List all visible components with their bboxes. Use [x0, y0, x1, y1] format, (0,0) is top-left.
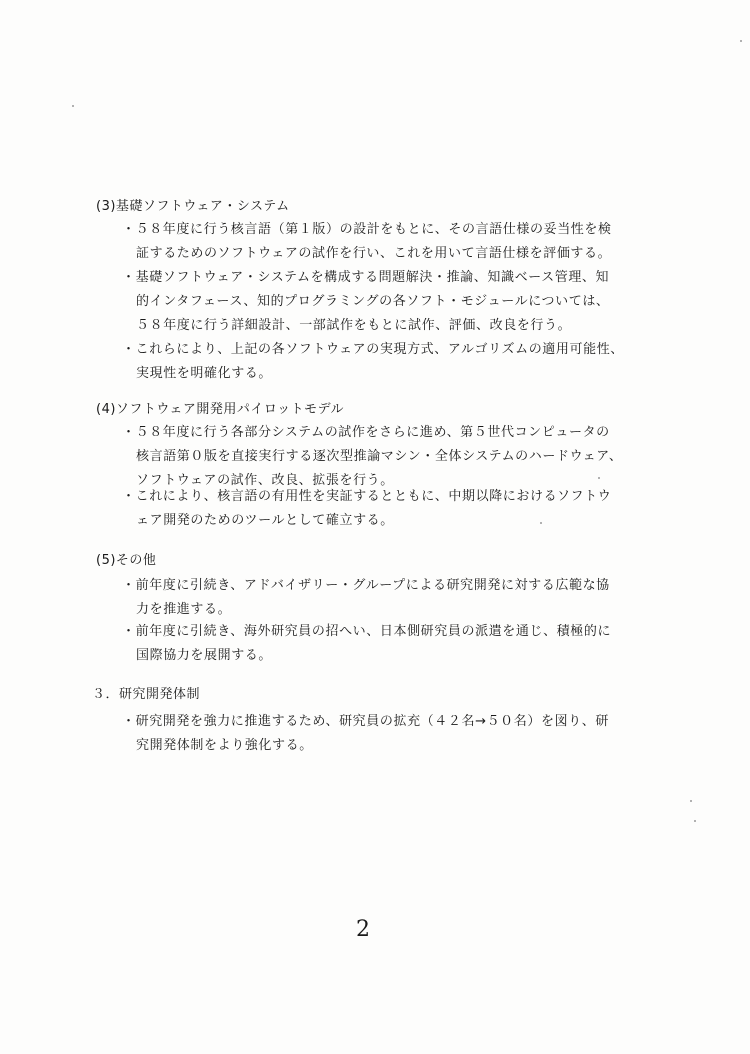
scan-speck — [694, 820, 696, 822]
bullet-line: 力を推進する。 — [136, 602, 232, 617]
section-heading-5: (5)その他 — [96, 553, 157, 568]
bullet-line: ５８年度に行う詳細設計、一部試作をもとに試作、評価、改良を行う。 — [136, 318, 572, 333]
section-heading-4: (4)ソフトウェア開発用パイロットモデル — [96, 402, 344, 417]
bullet-line: 国際協力を展開する。 — [136, 648, 273, 663]
bullet-line: ・基礎ソフトウェア・システムを構成する問題解決・推論、知識ベース管理、知 — [122, 270, 610, 285]
bullet-line: ・これにより、核言語の有用性を実証するとともに、中期以降におけるソフトウ — [122, 489, 612, 504]
scan-speck — [740, 40, 742, 42]
bullet-6-1 — [122, 710, 609, 758]
bullet-line: ソフトウェアの試作、改良、拡張を行う。 — [136, 473, 394, 488]
bullet-line: ・これらにより、上記の各ソフトウェアの実現方式、アルゴリズムの適用可能性、 — [122, 342, 624, 357]
bullet-line: 究開発体制をより強化する。 — [136, 738, 313, 753]
bullet-3-1 — [122, 218, 612, 266]
bullet-line: 証するためのソフトウェアの試作を行い、これを用いて言語仕様を評価する。 — [136, 246, 612, 261]
scan-speck — [598, 477, 600, 479]
bullet-line: ・前年度に引続き、海外研究員の招へい、日本側研究員の派遣を通じ、積極的に — [122, 624, 612, 639]
section-heading-3: (3)基礎ソフトウェア・システム — [96, 199, 290, 214]
bullet-line: ェア開発のためのツールとして確立する。 — [136, 513, 394, 528]
bullet-5-1 — [122, 574, 610, 622]
scan-speck — [540, 522, 542, 524]
bullet-4-2 — [122, 485, 611, 533]
bullet-line: ・研究開発を強力に推進するため、研究員の拡充（４２名→５０名）を図り、研 — [122, 714, 609, 729]
bullet-line: 実現性を明確化する。 — [136, 366, 273, 381]
bullet-line: 的インタフェース、知的プログラミングの各ソフト・モジュールについては、 — [136, 294, 610, 309]
page-number: 2 — [356, 917, 370, 942]
bullet-line: ・５８年度に行う核言語（第１版）の設計をもとに、その言語仕様の妥当性を検 — [122, 222, 612, 237]
bullet-4-1 — [122, 421, 622, 493]
bullet-5-2 — [122, 620, 611, 668]
bullet-line: ・５８年度に行う各部分システムの試作をさらに進め、第５世代コンピュータの — [122, 425, 610, 440]
bullet-3-2 — [122, 266, 610, 338]
bullet-line: ・前年度に引続き、アドバイザリー・グループによる研究開発に対する広範な協 — [122, 578, 610, 593]
bullet-3-3 — [122, 338, 624, 386]
scan-speck — [690, 800, 692, 802]
scan-speck — [72, 105, 74, 107]
section-heading-organization: ３．研究開発体制 — [92, 687, 201, 702]
bullet-line: 核言語第０版を直接実行する逐次型推論マシン・全体システムのハードウェア、 — [136, 449, 623, 464]
